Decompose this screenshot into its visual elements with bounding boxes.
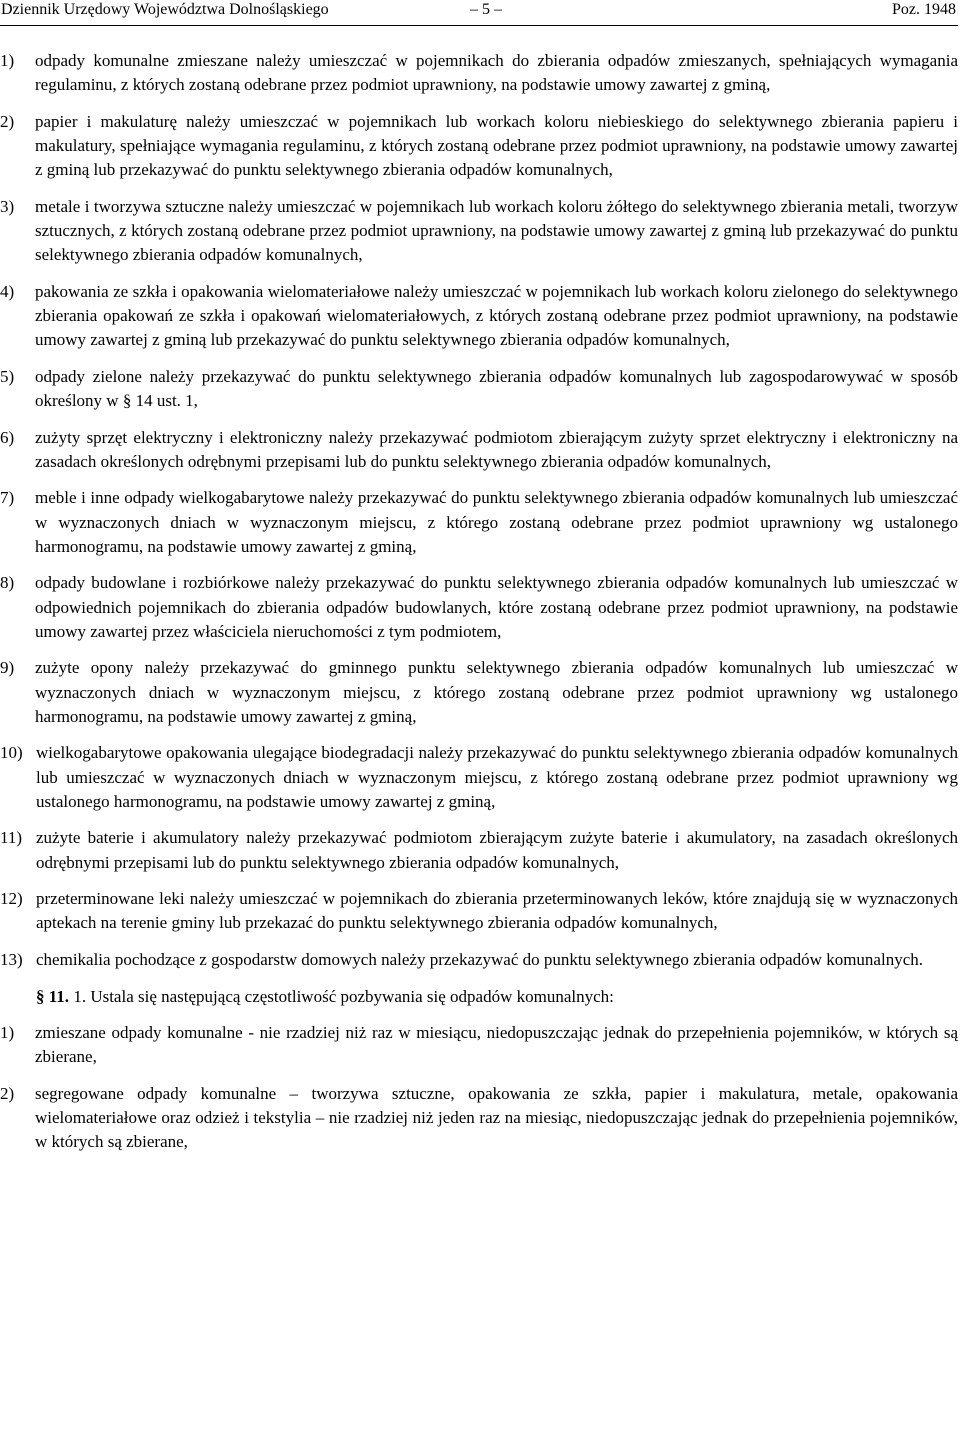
item-number: 13) (0, 949, 23, 969)
section-heading (0, 985, 958, 1009)
header-rule (0, 25, 958, 26)
page-number: – 5 – (470, 1, 502, 18)
frequency-item (0, 1021, 958, 1069)
item-number: 3) (0, 196, 15, 216)
item-text: chemikalia pochodzące z gospodarstw domowych należy przekazywać do punktu selektywnego zbierania odpadów komunalnych. (36, 949, 923, 969)
item-text: wielkogabarytowe opakowania ulegające biodegradacji należy przekazywać do punktu selektywnego zbierania odpadów komunalnych lub umieszczać w wyznaczonych dniach w wyznaczonym miejscu, z którego zostaną odebrane przez podmiot uprawniony wg ustalonego harmonogramu, na podstawie umowy zawartej z gminą, (36, 743, 958, 811)
item-number: 1) (0, 1023, 15, 1043)
list-item (0, 826, 958, 874)
item-number: 9) (0, 658, 15, 678)
list-item (0, 656, 958, 729)
frequency-item (0, 1082, 958, 1155)
list-item (0, 426, 958, 474)
item-number: 1) (0, 51, 15, 70)
item-number: 8) (0, 573, 15, 593)
item-number: 5) (0, 366, 15, 386)
journal-title: Dziennik Urzędowy Województwa Dolnośląskiego (1, 1, 329, 18)
item-text: meble i inne odpady wielkogabarytowe należy przekazywać do punktu selektywnego zbierania odpadów komunalnych lub umieszczać w wyznaczonych dniach w wyznaczonym miejscu, z którego zostaną odebrane przez podmiot uprawniony wg ustalonego harmonogramu, na podstawie umowy zawartej z gminą, (35, 488, 958, 556)
document-body (0, 49, 958, 1155)
item-text: metale i tworzywa sztuczne należy umieszczać w pojemnikach lub workach koloru żółtego do selektywnego zbierania metali, tworzyw sztucznych, z których zostaną odebrane przez podmiot uprawniony, na podstawie umowy zawartej z gminą lub przekazywać do punktu selektywnego zbierania odpadów komunalnych, (35, 196, 958, 265)
list-item (0, 49, 958, 97)
list-item (0, 195, 958, 268)
list-item (0, 280, 958, 353)
section-label: § 11. (36, 986, 70, 1006)
list-item (0, 486, 958, 559)
item-number: 2) (0, 1083, 15, 1103)
item-number: 11) (0, 828, 23, 848)
item-number: 4) (0, 281, 15, 301)
item-text: zużyte baterie i akumulatory należy przekazywać podmiotom zbierającym zużyte baterie i akumulatory, na zasadach określonych odrębnymi przepisami lub do punktu selektywnego zbierania odpadów komunalnych, (36, 828, 958, 872)
item-text: zużyte opony należy przekazywać do gminnego punktu selektywnego zbierania odpadów komunalnych lub umieszczać w wyznaczonych dniach w wyznaczonym miejscu, z którego zostaną odebrane przez podmiot uprawniony wg ustalonego harmonogramu, na podstawie umowy zawartej z gminą, (35, 658, 958, 726)
item-number: 12) (0, 889, 23, 909)
item-text: pakowania ze szkła i opakowania wielomateriałowe należy umieszczać w pojemnikach lub workach koloru zielonego do selektywnego zbierania opakowań ze szkła i opakowań wielomateriałowych, z których zostaną odebrane przez podmiot uprawniony, na podstawie umowy zawartej z gminą lub przekazywać do punktu selektywnego zbierania odpadów komunalnych, (35, 281, 958, 350)
item-text: odpady zielone należy przekazywać do punktu selektywnego zbierania odpadów komunalnych lub zagospodarowywać w sposób określony w § 14 ust. 1, (35, 366, 958, 410)
item-text: zmieszane odpady komunalne - nie rzadziej niż raz w miesiącu, niedopuszczając jednak do przepełnienia pojemników, w których są zbierane, (35, 1023, 958, 1067)
item-text: przeterminowane leki należy umieszczać w pojemnikach do zbierania przeterminowanych leków, które znajdują się w wyznaczonych aptekach na terenie gminy lub przekazać do punktu selektywnego zbierania odpadów komunalnych, (36, 889, 958, 933)
item-text: odpady komunalne zmieszane należy umieszczać w pojemnikach do zbierania odpadów zmieszanych, spełniających wymagania regulaminu, z których zostaną odebrane przez podmiot uprawniony, na podstawie umowy zawartej z gminą, (35, 51, 958, 95)
item-number: 10) (0, 743, 23, 763)
item-text: papier i makulaturę należy umieszczać w pojemnikach lub workach koloru niebieskiego do selektywnego zbierania papieru i makulatury, spełniające wymagania regulaminu, z których zostaną odebrane przez podmiot uprawniony, na podstawie umowy zawartej z gminą lub przekazywać do punktu selektywnego zbierania odpadów komunalnych, (35, 111, 958, 180)
page-header (0, 0, 958, 26)
list-item (0, 948, 958, 972)
list-item (0, 741, 958, 814)
item-text: zużyty sprzęt elektryczny i elektroniczny należy przekazywać podmiotom zbierającym zużyty sprzet elektryczny i elektroniczny na zasadach określonych odrębnymi przepisami lub do punktu selektywnego zbierania odpadów komunalnych, (35, 427, 958, 471)
item-number: 2) (0, 111, 15, 131)
list-item (0, 887, 958, 935)
position-number: Poz. 1948 (892, 1, 956, 18)
section-text: 1. Ustala się następującą częstotliwość pozbywania się odpadów komunalnych: (73, 986, 614, 1006)
item-number: 6) (0, 427, 15, 447)
list-item (0, 365, 958, 413)
item-text: odpady budowlane i rozbiórkowe należy przekazywać do punktu selektywnego zbierania odpadów komunalnych lub umieszczać w odpowiednich pojemnikach do zbierania odpadów budowlanych, które zostaną odebrane przez podmiot uprawniony, na podstawie umowy zawartej przez właściciela nieruchomości z tym podmiotem, (35, 573, 958, 641)
item-number: 7) (0, 488, 15, 508)
list-item (0, 110, 958, 183)
item-text: segregowane odpady komunalne – tworzywa sztuczne, opakowania ze szkła, papier i makulatura, metale, opakowania wielomateriałowe oraz odzież i tekstylia – nie rzadziej niż jeden raz na miesiąc, niedopuszczając jednak do przepełnienia pojemników, w których są zbierane, (35, 1083, 958, 1152)
list-item (0, 571, 958, 644)
